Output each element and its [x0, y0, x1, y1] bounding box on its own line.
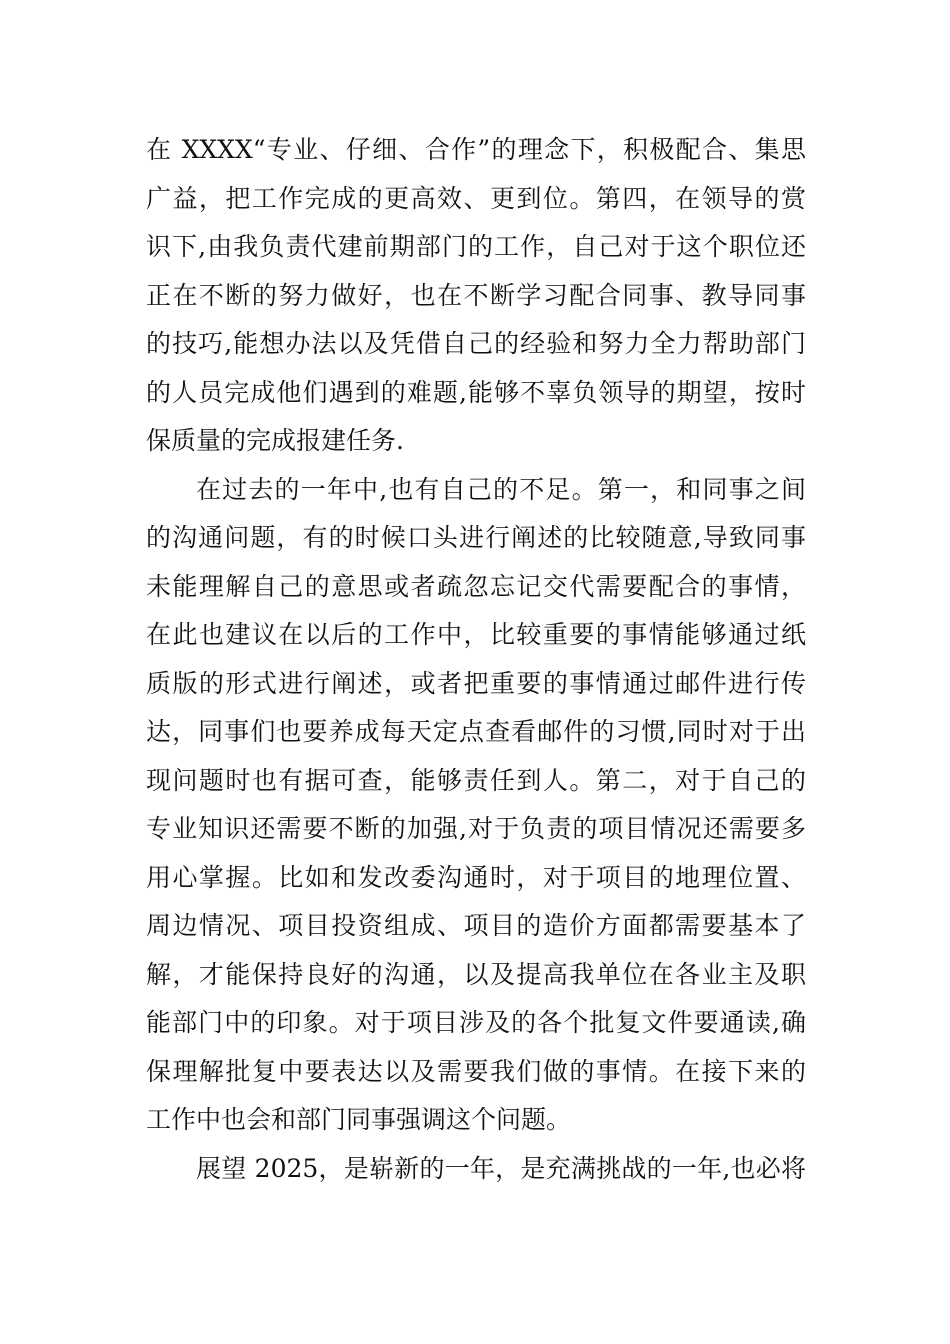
paragraph-start-line: 在过去的一年中,也有自己的不足。第一，和同事之间: [196, 474, 806, 504]
text-line: 保理解批复中要表达以及需要我们做的事情。在接下来的: [146, 1056, 806, 1086]
text-line: 周边情况、项目投资组成、项目的造价方面都需要基本了: [146, 911, 806, 940]
paragraph-start-line: 展望 2025，是崭新的一年，是充满挑战的一年,也必将: [196, 1153, 806, 1183]
text-line: 的技巧,能想办法以及凭借自己的经验和努力全力帮助部门: [146, 329, 806, 358]
text-line: 质版的形式进行阐述，或者把重要的事情通过邮件进行传: [146, 668, 806, 698]
text-line: 解，才能保持良好的沟通，以及提高我单位在各业主及职: [146, 959, 806, 989]
text-line: 在此也建议在以后的工作中，比较重要的事情能够通过纸: [146, 620, 806, 649]
text-line: 广益，把工作完成的更高效、更到位。第四，在领导的赏: [146, 183, 806, 213]
text-line: 用心掌握。比如和发改委沟通时，对于项目的地理位置、: [146, 862, 806, 892]
text-line: 的人员完成他们遇到的难题,能够不辜负领导的期望，按时: [146, 377, 806, 407]
text-line: 保质量的完成报建任务.: [146, 426, 404, 455]
text-line: 达，同事们也要养成每天定点查看邮件的习惯,同时对于出: [146, 717, 806, 746]
text-line: 在 XXXX“专业、仔细、合作”的理念下，积极配合、集思: [146, 135, 806, 164]
text-line: 专业知识还需要不断的加强,对于负责的项目情况还需要多: [146, 814, 806, 843]
text-line: 工作中也会和部门同事强调这个问题。: [146, 1105, 572, 1134]
text-line: 的沟通问题，有的时候口头进行阐述的比较随意,导致同事: [146, 523, 806, 552]
text-line: 现问题时也有据可查，能够责任到人。第二，对于自己的: [146, 765, 806, 795]
text-line: 识下,由我负责代建前期部门的工作，自己对于这个职位还: [146, 232, 806, 261]
text-line: 能部门中的印象。对于项目涉及的各个批复文件要通读,确: [146, 1008, 806, 1037]
body-text: [146, 126, 806, 1193]
text-line: 未能理解自己的意思或者疏忽忘记交代需要配合的事情，: [146, 571, 806, 601]
text-line: 正在不断的努力做好，也在不断学习配合同事、教导同事: [146, 280, 806, 310]
